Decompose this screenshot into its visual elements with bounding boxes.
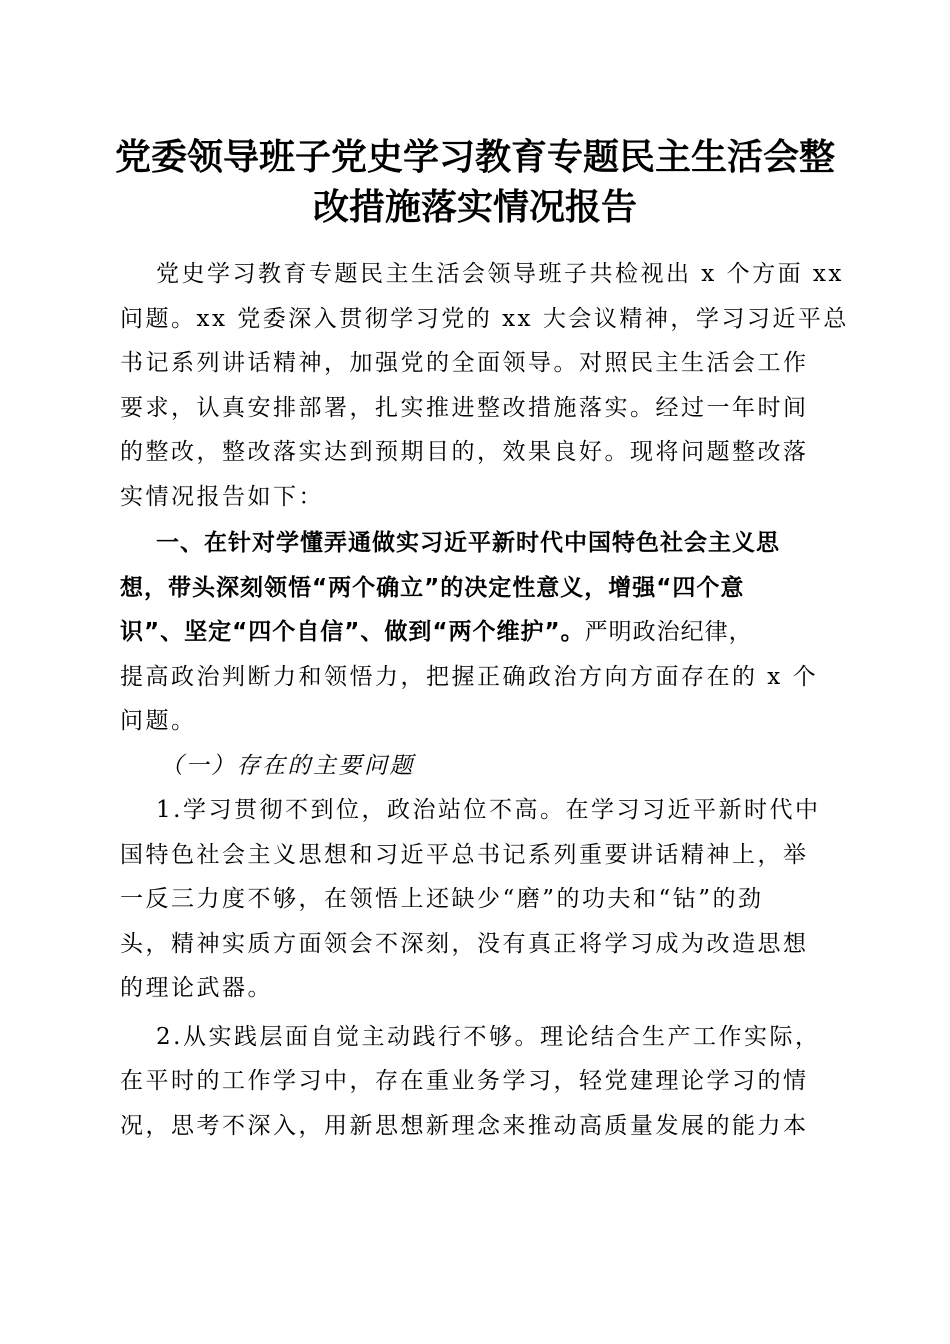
text-line: 的整改，整改落实达到预期目的，效果良好。现将问题整改落 xyxy=(120,439,809,465)
text-line: 在平时的工作学习中，存在重业务学习，轻党建理论学习的情 xyxy=(120,1068,809,1094)
section-heading-line-mixed xyxy=(120,610,825,655)
item-1-paragraph xyxy=(120,788,825,1011)
text-line: 国特色社会主义思想和习近平总书记系列重要讲话精神上，举 xyxy=(120,841,809,868)
text-line: 书记系列讲话精神，加强党的全面领导。对照民主生活会工作 xyxy=(120,350,809,376)
text-line: 的理论武器。 xyxy=(120,975,273,1001)
section-1-heading xyxy=(120,521,825,744)
text-line: 问题。 xyxy=(120,708,197,734)
title-line-2: 改措施落实情况报告 xyxy=(312,186,637,228)
text-line: 2.从实践层面自觉主动践行不够。理论结合生产工作实际， xyxy=(156,1023,821,1050)
text-line: 党史学习教育专题民主生活会领导班子共检视出 x 个方面 xx xyxy=(156,261,844,287)
section-heading-line: 一、在针对学懂弄通做实习近平新时代中国特色社会主义思 xyxy=(156,530,780,556)
section-heading-normal-part: 严明政治纪律， xyxy=(584,619,753,645)
text-line: 1.学习贯彻不到位，政治站位不高。在学习习近平新时代中 xyxy=(156,797,821,823)
item-2-paragraph xyxy=(120,1015,825,1149)
text-line: 实情况报告如下： xyxy=(120,483,324,510)
subsection-label: （一）存在的主要问题 xyxy=(160,752,415,779)
text-line: 要求，认真安排部署，扎实推进整改措施落实。经过一年时间 xyxy=(120,394,809,421)
text-line: 一反三力度不够，在领悟上还缺少“磨”的功夫和“钻”的劲 xyxy=(120,886,764,912)
document-body xyxy=(120,252,849,1148)
text-line: 提高政治判断力和领悟力，把握正确政治方向方面存在的 x 个 xyxy=(120,663,819,690)
text-line: 问题。xx 党委深入贯彻学习党的 xx 大会议精神，学习习近平总 xyxy=(120,305,849,332)
text-line: 况，思考不深入，用新思想新理念来推动高质量发展的能力本 xyxy=(120,1112,809,1139)
title-line-1: 党委领导班子党史学习教育专题民主生活会整 xyxy=(114,136,835,178)
section-heading-bold-part: 识”、坚定“四个自信”、做到“两个维护”。 xyxy=(120,619,585,645)
intro-paragraph xyxy=(120,252,849,519)
document-title xyxy=(110,132,840,232)
section-heading-line: 想，带头深刻领悟“两个确立”的决定性意义，增强“四个意 xyxy=(120,574,745,601)
subsection-1-heading xyxy=(120,744,825,789)
text-line: 头，精神实质方面领会不深刻，没有真正将学习成为改造思想 xyxy=(120,930,809,957)
